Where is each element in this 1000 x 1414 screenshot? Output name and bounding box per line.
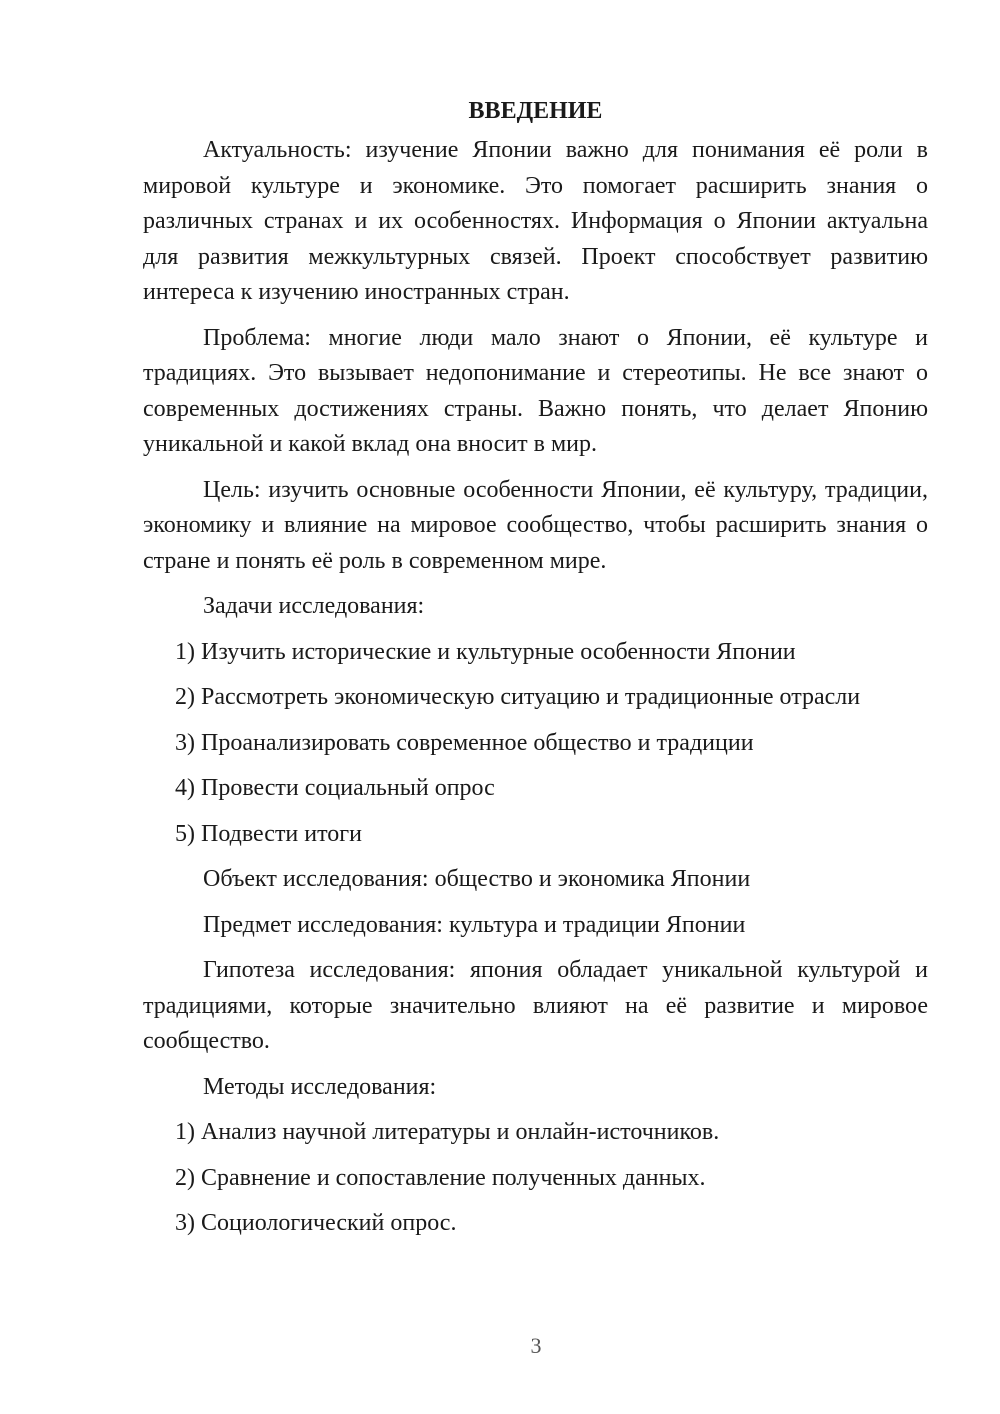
- task-item: 1) Изучить исторические и культурные особенности Японии: [175, 638, 796, 665]
- method-item: 1) Анализ научной литературы и онлайн-источников.: [175, 1119, 720, 1145]
- task-item: 5) Подвести итоги: [175, 820, 362, 847]
- page-title: ВВЕДЕНИЕ: [468, 98, 603, 124]
- hypothesis-paragraph: Гипотеза исследования: япония обладает уникальной культурой и традициями, которые значительно влияют на её развитие и мировое сообщество.: [143, 957, 928, 1054]
- method-item: 3) Социологический опрос.: [175, 1210, 457, 1236]
- task-item: 3) Проанализировать современное общество и традиции: [175, 729, 754, 756]
- goal-paragraph: Цель: изучить основные особенности Японии, её культуру, традиции, экономику и влияние на мировое сообщество, чтобы расширить знания о стране и понять её роль в современном мире.: [143, 476, 928, 574]
- tasks-heading: Задачи исследования:: [203, 593, 425, 619]
- research-subject: Предмет исследования: культура и традиции Японии: [203, 911, 746, 938]
- task-item: 4) Провести социальный опрос: [175, 775, 495, 801]
- problem-paragraph: Проблема: многие люди мало знают о Японии, её культуре и традициях. Это вызывает недопонимание и стереотипы. Не все знают о современных достижениях страны. Важно понять, что делает Японию уникальной и какой вклад она вносит в мир.: [143, 324, 928, 457]
- task-item: 2) Рассмотреть экономическую ситуацию и традиционные отрасли: [175, 684, 861, 710]
- methods-heading: Методы исследования:: [203, 1073, 437, 1100]
- method-item: 2) Сравнение и сопоставление полученных данных.: [175, 1164, 706, 1191]
- relevance-paragraph: Актуальность: изучение Японии важно для понимания её роли в мировой культуре и экономике. Это помогает расширить знания о различных странах и их особенностях. Информация о Японии актуальна для развития межкультурных связей. Проект способствует развитию интереса к изучению иностранных стран.: [143, 137, 928, 305]
- page-content: [143, 93, 928, 1252]
- research-object: Объект исследования: общество и экономика Японии: [203, 866, 751, 892]
- page-number: 3: [530, 1333, 542, 1358]
